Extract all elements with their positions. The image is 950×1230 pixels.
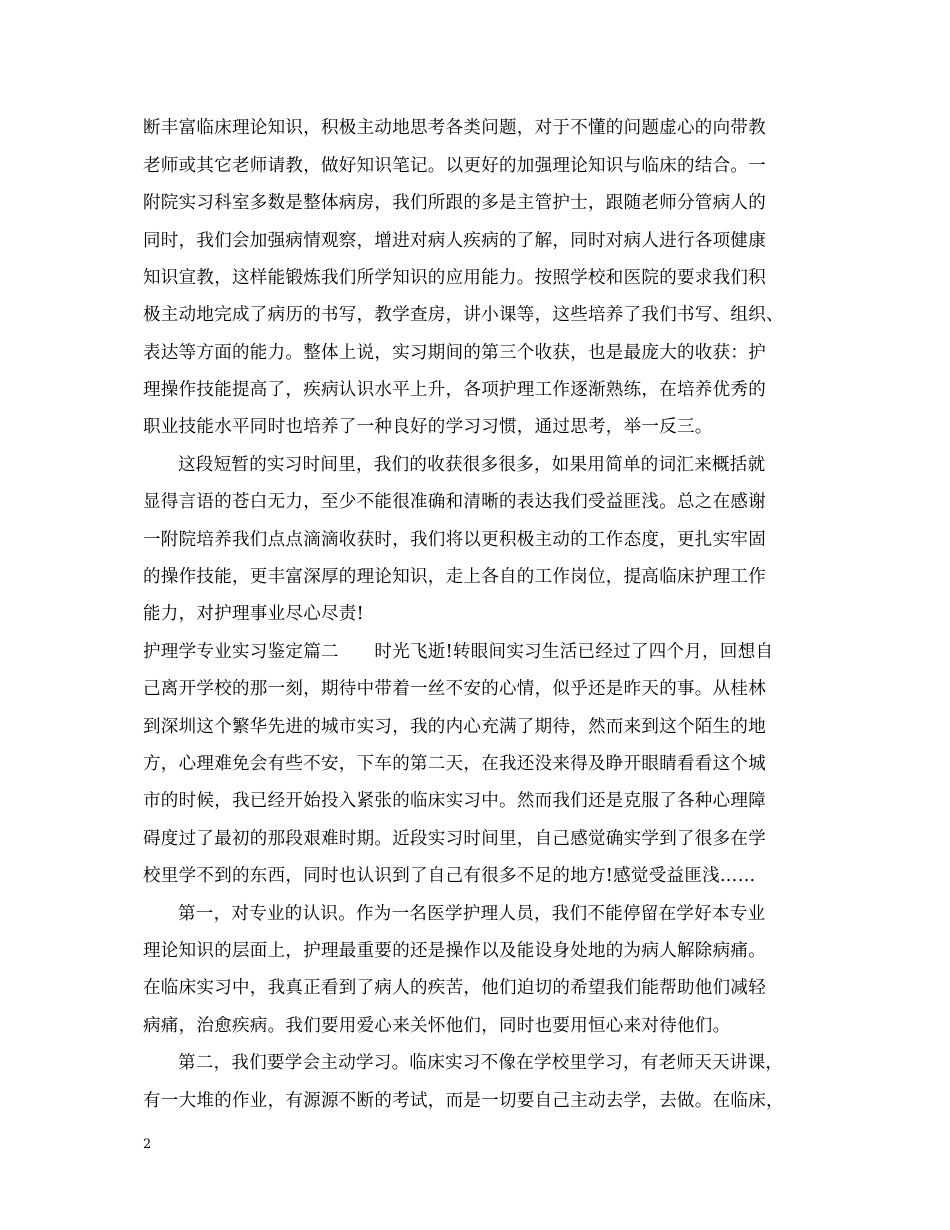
text-line: 断丰富临床理论知识，积极主动地思考各类问题，对于不懂的问题虚心的向带教 bbox=[143, 118, 766, 138]
paragraph-first-line: 第二，我们要学会主动学习。临床实习不像在学校里学习，有老师天天讲课， bbox=[178, 1053, 784, 1073]
section-heading-line: 护理学专业实习鉴定篇二 时光飞逝!转眼间实习生活已经过了四个月，回想自 bbox=[143, 642, 774, 662]
text-line: 理操作技能提高了，疾病认识水平上升，各项护理工作逐渐熟练，在培养优秀的 bbox=[143, 380, 766, 400]
text-line: 表达等方面的能力。整体上说，实习期间的第三个收获，也是最庞大的收获：护 bbox=[143, 343, 766, 363]
text-line: 到深圳这个繁华先进的城市实习，我的内心充满了期待，然而来到这个陌生的地 bbox=[143, 717, 766, 737]
text-line: 在临床实习中，我真正看到了病人的疾苦，他们迫切的希望我们能帮助他们减轻 bbox=[143, 978, 766, 998]
text-line: 显得言语的苍白无力，至少不能很准确和清晰的表达我们受益匪浅。总之在感谢 bbox=[143, 492, 766, 512]
text-line: 一附院培养我们点点滴滴收获时，我们将以更积极主动的工作态度，更扎实牢固 bbox=[143, 530, 766, 550]
text-line: 市的时候，我已经开始投入紧张的临床实习中。然而我们还是克服了各种心理障 bbox=[143, 791, 766, 811]
text-line: 附院实习科室多数是整体病房，我们所跟的多是主管护士，跟随老师分管病人的 bbox=[143, 193, 766, 213]
text-line: 碍度过了最初的那段艰难时期。近段实习时间里，自己感觉确实学到了很多在学 bbox=[143, 829, 766, 849]
paragraph-first-line: 这段短暂的实习时间里，我们的收获很多很多，如果用简单的词汇来概括就 bbox=[178, 455, 766, 475]
text-line: 同时，我们会加强病情观察，增进对病人疾病的了解，同时对病人进行各项健康 bbox=[143, 231, 766, 251]
text-line: 知识宣教，这样能锻炼我们所学知识的应用能力。按照学校和医院的要求我们积 bbox=[143, 268, 766, 288]
text-line: 极主动地完成了病历的书写，教学查房，讲小课等，这些培养了我们书写、组织、 bbox=[143, 305, 784, 325]
text-line: 能力，对护理事业尽心尽责! bbox=[143, 604, 364, 624]
paragraph-first-line: 第一，对专业的认识。作为一名医学护理人员，我们不能停留在学好本专业 bbox=[178, 904, 766, 924]
text-line: 的操作技能，更丰富深厚的理论知识，走上各自的工作岗位，提高临床护理工作 bbox=[143, 567, 766, 587]
page-number: 2 bbox=[143, 1137, 152, 1152]
text-line: 己离开学校的那一刻，期待中带着一丝不安的心情，似乎还是昨天的事。从桂林 bbox=[143, 679, 766, 699]
text-line: 老师或其它老师请教，做好知识笔记。以更好的加强理论知识与临床的结合。一 bbox=[143, 156, 766, 176]
text-line: 有一大堆的作业，有源源不断的考试，而是一切要自己主动去学，去做。在临床， bbox=[143, 1091, 784, 1111]
text-line: 病痛，治愈疾病。我们要用爱心来关怀他们，同时也要用恒心来对待他们。 bbox=[143, 1016, 731, 1036]
text-line: 职业技能水平同时也培养了一种良好的学习习惯，通过思考，举一反三。 bbox=[143, 417, 713, 437]
text-line: 方，心理难免会有些不安，下车的第二天，在我还没来得及睁开眼睛看看这个城 bbox=[143, 754, 766, 774]
text-line: 理论知识的层面上，护理最重要的还是操作以及能设身处地的为病人解除病痛。 bbox=[143, 941, 766, 961]
text-line: 校里学不到的东西，同时也认识到了自己有很多不足的地方!感觉受益匪浅…… bbox=[143, 866, 756, 886]
